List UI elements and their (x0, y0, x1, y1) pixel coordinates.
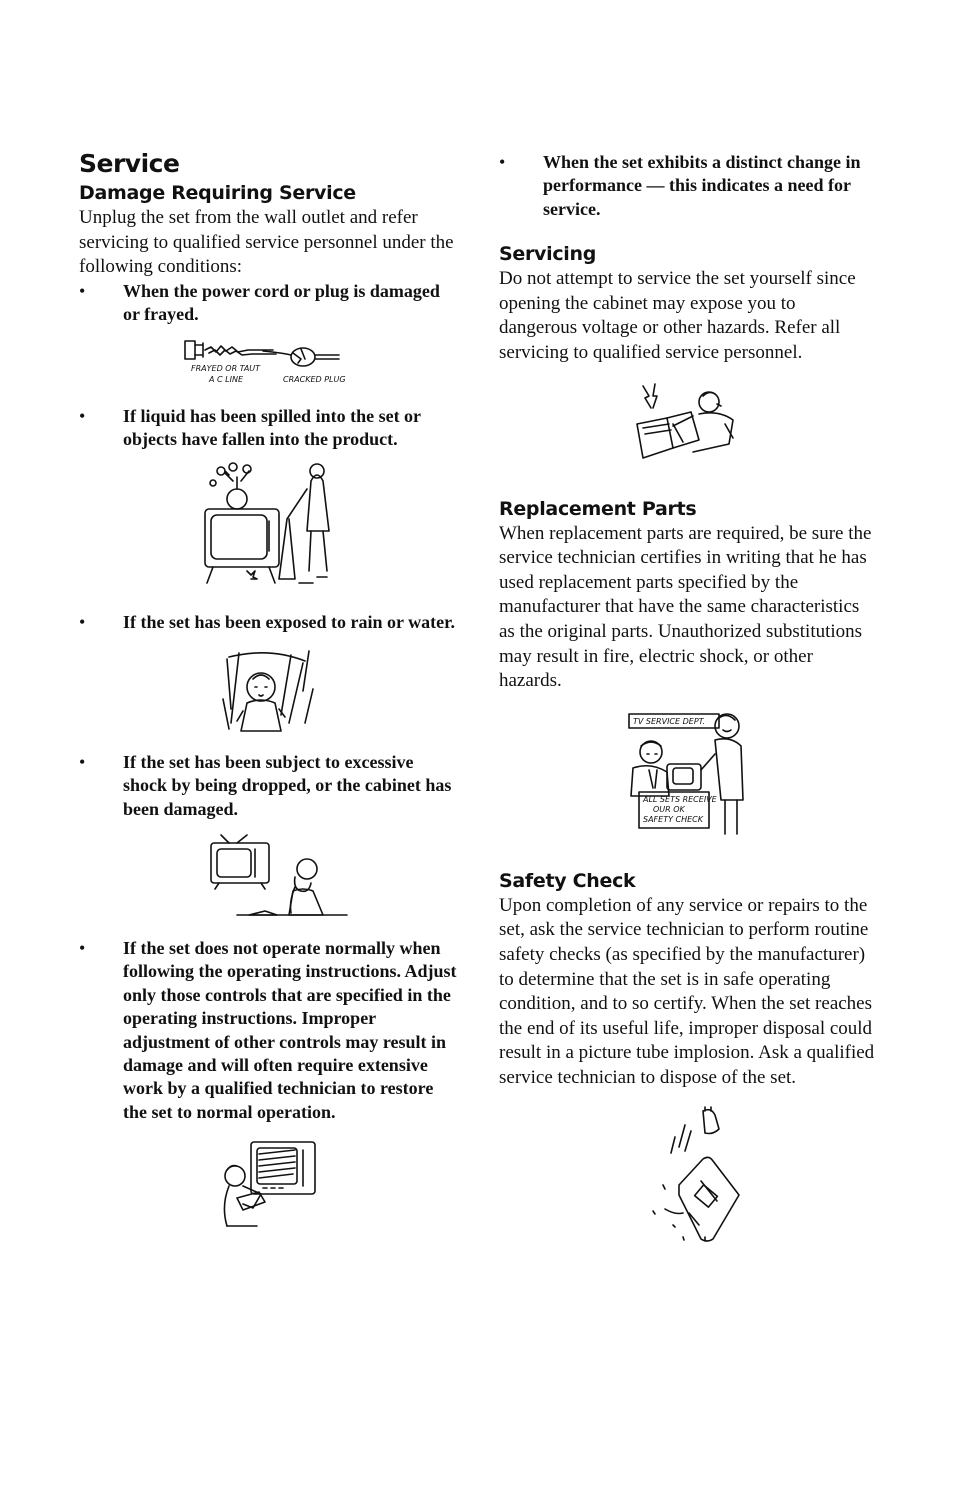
illus-label-tv-service-dept: TV SERVICE DEPT. (633, 716, 706, 726)
safety-check-illustration (499, 1105, 877, 1247)
bullet-text: When the power cord or plug is damaged or frayed. (123, 280, 440, 325)
dropped-set-illustration (79, 833, 457, 923)
right-column (499, 148, 877, 1247)
bullet-marker: • (79, 751, 86, 772)
bullet-performance (499, 151, 877, 221)
bullet-power-cord (79, 280, 457, 327)
liquid-spill-illustration (79, 461, 457, 593)
bullet-text: If liquid has been spilled into the set or objects have fallen into the product. (123, 405, 421, 449)
damage-intro: Unplug the set from the wall outlet and refer servicing to qualified service personnel under the following conditions: (79, 207, 454, 278)
illus-label-cracked: CRACKED PLUG (283, 374, 346, 384)
left-column (79, 148, 457, 1230)
bullet-text: If the set does not operate normally when following the operating instructions. Adjust only those controls that are specified in the operating instructions. Improper adjustment of other controls may result in damage and will often require extensive work by a qualified technician to restore the set to normal operation. (123, 938, 457, 1122)
rain-illustration (79, 647, 457, 739)
damage-heading: Damage Requiring Service (79, 182, 356, 204)
bullet-not-operate (79, 937, 457, 1124)
bullet-liquid (79, 405, 457, 452)
bullet-marker: • (79, 280, 86, 301)
page-title: Service (79, 149, 180, 178)
bullet-marker: • (79, 938, 86, 959)
servicing-illustration (499, 380, 877, 472)
bullet-text: When the set exhibits a distinct change in performance — this indicates a need for service. (543, 152, 861, 219)
technician-tv-illustration (79, 1138, 457, 1230)
bullet-marker: • (79, 612, 86, 633)
illus-label-our-ok: OUR OK (653, 804, 685, 814)
servicing-body: Do not attempt to service the set yourself since opening the cabinet may expose you to dangerous voltage or other hazards. Refer all servicing to qualified service personnel. (499, 268, 856, 363)
bullet-text: If the set has been subject to excessive shock by being dropped, or the cabinet has been damaged. (123, 751, 452, 819)
servicing-heading: Servicing (499, 243, 597, 266)
illus-label-safety-check: SAFETY CHECK (643, 814, 704, 824)
bullet-shock (79, 751, 457, 821)
bullet-rain (79, 611, 457, 634)
replacement-heading: Replacement Parts (499, 497, 697, 520)
power-cord-illustration (79, 333, 457, 395)
illus-label-acline: A C LINE (209, 374, 243, 384)
illus-label-all-sets: ALL SETS RECEIVE (643, 794, 717, 804)
safety-body: Upon completion of any service or repairs to the set, ask the service technician to perform routine safety checks (as specified by the manufacturer) to determine that the set is in safe operating condition, and to so certify. When the set reaches the end of its useful life, improper disposal could result in a picture tube implosion. Ask a qualified service technician to dispose of the set. (499, 894, 875, 1088)
bullet-marker: • (499, 152, 506, 172)
replacement-parts-illustration (499, 710, 877, 842)
replacement-body: When replacement parts are required, be sure the service technician certifies in writing that he has used replacement parts specified by the manufacturer that have the same characteristics as the original parts. Unauthorized substitutions may result in fire, electric shock, or other hazards. (499, 522, 872, 692)
safety-heading: Safety Check (499, 869, 636, 892)
bullet-text: If the set has been exposed to rain or water. (123, 612, 455, 633)
bullet-marker: • (79, 405, 86, 426)
illus-label-frayed: FRAYED OR TAUT (191, 363, 261, 373)
